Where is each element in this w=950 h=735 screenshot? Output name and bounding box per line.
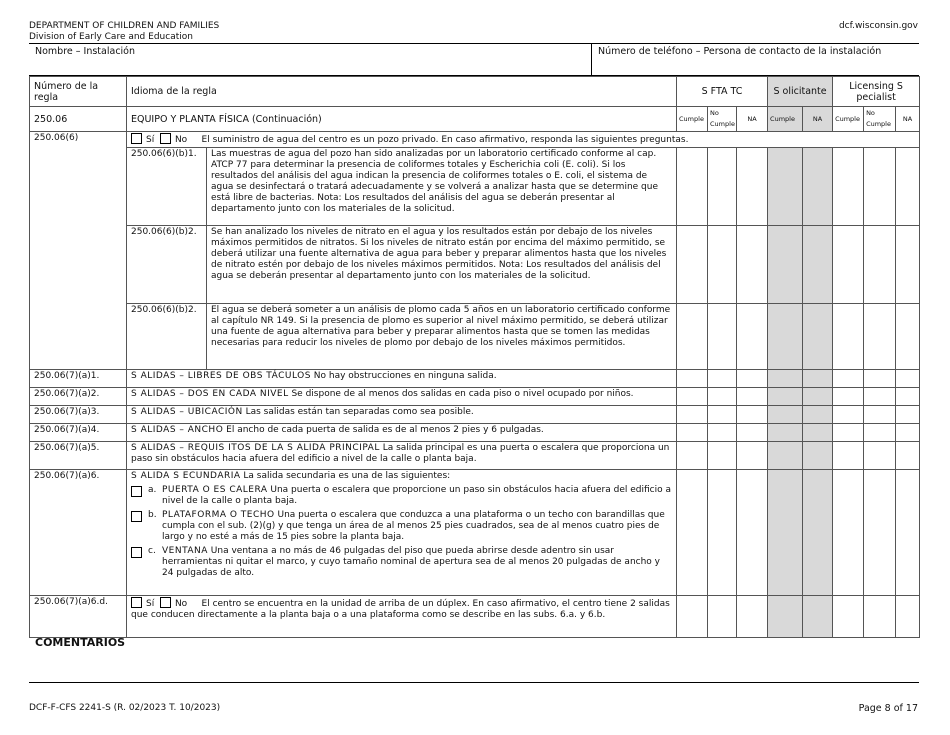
lic-na-cell[interactable] xyxy=(896,226,920,304)
lic-cumple-header: Cumple xyxy=(833,107,864,132)
sfta-na-cell[interactable] xyxy=(737,442,768,470)
rule-description xyxy=(127,388,677,406)
rule-number-header: Número de la regla xyxy=(30,77,127,107)
section-row xyxy=(30,107,920,132)
sol-cumple-cell[interactable] xyxy=(768,226,803,304)
rule-number: 250.06(7)(a)6.d. xyxy=(30,596,127,638)
no-label: No xyxy=(174,599,188,609)
lic-na-cell[interactable] xyxy=(896,370,920,388)
option-text: Una ventana a no más de 46 pulgadas del piso que pueda abrirse desde adentro sin usar herramientas ni quitar el marco, y cuyo tamaño nominal de apertura sea de al menos 20 pulgadas de ancho y 24 pulgadas de alto. xyxy=(162,546,660,578)
no-checkbox[interactable] xyxy=(160,133,171,144)
sol-na-cell[interactable] xyxy=(803,442,833,470)
no-label: No xyxy=(174,135,188,145)
table-row xyxy=(30,442,920,470)
comments-divider xyxy=(29,682,919,683)
lic-cumple-cell[interactable] xyxy=(833,470,864,596)
lic-no-cumple-cell[interactable] xyxy=(864,424,896,442)
sfta-na-cell[interactable] xyxy=(737,148,768,226)
lic-cumple-cell[interactable] xyxy=(833,442,864,470)
header-agency xyxy=(29,21,219,43)
rule-description xyxy=(127,596,677,638)
option-c-checkbox[interactable] xyxy=(131,547,142,558)
rule-description: Se han analizado los niveles de nitrato en el agua y los resultados están por debajo de los niveles máximos permitidos de nitratos. Si los niveles de nitrato están por encima del máximo permitido, se deberá utilizar una fuente alternativa de agua para beber y preparar alimentos hasta que los niveles de nitrato estén por debajo de los niveles máximos permitidos. Nota: Los resultados del análisis del agua se deberán presentar al departamento junto con los materiales de la solicitud. xyxy=(207,226,677,304)
rule-text: No hay obstrucciones en ninguna salida. xyxy=(310,371,497,381)
form-id: DCF-F-CFS 2241-S (R. 02/2023 T. 10/2023) xyxy=(29,703,221,713)
lic-na-cell[interactable] xyxy=(896,388,920,406)
lic-na-cell[interactable] xyxy=(896,596,920,638)
option-text: Una puerta o escalera que proporcione un paso sin obstáculos hacia afuera del edificio a nivel de la calle o planta baja. xyxy=(162,485,671,506)
lic-na-cell[interactable] xyxy=(896,148,920,226)
yes-checkbox[interactable] xyxy=(131,597,142,608)
sfta-na-cell[interactable] xyxy=(737,596,768,638)
sub-rule-number: 250.06(6)(b)2. xyxy=(127,304,207,370)
sol-na-cell[interactable] xyxy=(803,304,833,370)
sfta-no-cumple-cell[interactable] xyxy=(708,442,737,470)
rule-text: Se dispone de al menos dos salidas en cada piso o nivel ocupado por niños. xyxy=(288,389,634,399)
lic-no-cumple-cell[interactable] xyxy=(864,388,896,406)
sfta-no-cumple-header: No Cumple xyxy=(708,107,737,132)
sfta-no-cumple-cell[interactable] xyxy=(708,370,737,388)
lic-cumple-cell[interactable] xyxy=(833,226,864,304)
sol-na-cell[interactable] xyxy=(803,226,833,304)
rule-heading: S ALIDA S ECUNDARIA xyxy=(131,471,241,481)
rule-number: 250.06(6) xyxy=(30,132,127,370)
rule-description xyxy=(127,406,677,424)
table-row xyxy=(30,226,920,304)
rule-text: Las salidas están tan separadas como sea posible. xyxy=(242,407,474,417)
rule-number: 250.06(7)(a)1. xyxy=(30,370,127,388)
sfta-no-cumple-cell[interactable] xyxy=(708,424,737,442)
phone-contact-field[interactable] xyxy=(592,44,919,75)
sol-na-cell[interactable] xyxy=(803,596,833,638)
sfta-cumple-cell[interactable] xyxy=(677,304,708,370)
sfta-no-cumple-cell[interactable] xyxy=(708,596,737,638)
sol-cumple-cell[interactable] xyxy=(768,304,803,370)
rule-heading: S ALIDAS – LIBRES DE OBS TÁCULOS xyxy=(131,371,311,381)
department-name: DEPARTMENT OF CHILDREN AND FAMILIES xyxy=(29,21,220,31)
rule-description xyxy=(127,470,677,596)
comments-label: COMENTARIOS xyxy=(35,636,126,649)
rule-description xyxy=(127,424,677,442)
lic-cumple-cell[interactable] xyxy=(833,596,864,638)
sfta-cumple-header: Cumple xyxy=(677,107,708,132)
option-b-checkbox[interactable] xyxy=(131,511,142,522)
sol-na-cell[interactable] xyxy=(803,470,833,596)
sfta-cumple-cell[interactable] xyxy=(677,406,708,424)
sol-cumple-header: Cumple xyxy=(768,107,803,132)
rule-text: La salida principal es una puerta o escalera que proporciona un paso sin obstáculos hacia afuera del edificio a nivel de la calle o planta baja. xyxy=(131,443,670,464)
rule-description xyxy=(127,442,677,470)
sol-cumple-cell[interactable] xyxy=(768,424,803,442)
sol-cumple-cell[interactable] xyxy=(768,406,803,424)
sfta-no-cumple-cell[interactable] xyxy=(708,406,737,424)
lic-no-cumple-cell[interactable] xyxy=(864,304,896,370)
lic-no-cumple-cell[interactable] xyxy=(864,226,896,304)
lic-no-cumple-cell[interactable] xyxy=(864,406,896,424)
lic-no-cumple-header: No Cumple xyxy=(864,107,896,132)
no-checkbox[interactable] xyxy=(160,597,171,608)
rule-heading: S ALIDAS – DOS EN CADA NIVEL xyxy=(131,389,289,399)
rule-text: La salida secundaria es una de las siguientes: xyxy=(240,471,451,481)
rule-text: El ancho de cada puerta de salida es de al menos 2 pies y 6 pulgadas. xyxy=(223,425,544,435)
option-heading: VENTANA xyxy=(162,546,208,556)
rule-number: 250.06(7)(a)2. xyxy=(30,388,127,406)
solicitante-header: S olicitante xyxy=(768,77,833,107)
lic-cumple-cell[interactable] xyxy=(833,388,864,406)
rule-description: El agua se deberá someter a un análisis de plomo cada 5 años en un laboratorio certificado conforme al capítulo NR 149. Si la presencia de plomo es superior al nivel máximo permitido, se deberá utilizar una fuente de agua alternativa para beber y preparar alimentos hasta que se tomen las medidas necesarias para reducir los niveles de plomo por debajo de los niveles máximos permitidos. xyxy=(207,304,677,370)
rule-heading: S ALIDAS – ANCHO xyxy=(131,425,224,435)
sfta-cumple-cell[interactable] xyxy=(677,442,708,470)
rule-heading: S ALIDAS – REQUIS ITOS DE LA S ALIDA PRINCIPAL xyxy=(131,443,380,453)
sol-cumple-cell[interactable] xyxy=(768,148,803,226)
page-number: Page 8 of 17 xyxy=(858,703,918,714)
facility-info-bar xyxy=(29,43,919,76)
facility-name-label: Nombre – Instalación xyxy=(35,46,136,57)
yes-label: Sí xyxy=(146,135,155,145)
sol-cumple-cell[interactable] xyxy=(768,388,803,406)
sfta-na-cell[interactable] xyxy=(737,370,768,388)
option-letter: c. xyxy=(148,546,156,556)
section-number: 250.06 xyxy=(30,107,127,132)
lic-cumple-cell[interactable] xyxy=(833,424,864,442)
website-link[interactable]: dcf.wisconsin.gov xyxy=(838,21,918,31)
lic-no-cumple-cell[interactable] xyxy=(864,596,896,638)
sfta-no-cumple-cell[interactable] xyxy=(708,470,737,596)
lic-no-cumple-cell[interactable] xyxy=(864,370,896,388)
sol-na-cell[interactable] xyxy=(803,148,833,226)
option-letter: a. xyxy=(148,485,157,495)
sol-cumple-cell[interactable] xyxy=(768,470,803,596)
lic-na-cell[interactable] xyxy=(896,424,920,442)
lic-cumple-cell[interactable] xyxy=(833,370,864,388)
sol-na-header: NA xyxy=(803,107,833,132)
sol-na-cell[interactable] xyxy=(803,424,833,442)
division-name: Division of Early Care and Education xyxy=(29,32,193,42)
lic-no-cumple-cell[interactable] xyxy=(864,148,896,226)
sol-cumple-cell[interactable] xyxy=(768,442,803,470)
yes-label: Sí xyxy=(146,599,155,609)
rule-description xyxy=(127,370,677,388)
rule-language-header: Idioma de la regla xyxy=(127,77,677,107)
sfta-cumple-cell[interactable] xyxy=(677,226,708,304)
option-window xyxy=(131,546,672,579)
sfta-no-cumple-cell[interactable] xyxy=(708,226,737,304)
option-platform-roof xyxy=(131,510,672,543)
checklist-table xyxy=(29,76,920,638)
licensing-specialist-header: Licensing S pecialist xyxy=(833,77,920,107)
lic-na-cell[interactable] xyxy=(896,406,920,424)
sfta-cumple-cell[interactable] xyxy=(677,388,708,406)
sfta-cumple-cell[interactable] xyxy=(677,470,708,596)
option-text: Una puerta o escalera que conduzca a una plataforma o un techo con barandillas que cumpla con el sub. (2)(g) y que tenga un área de al menos 25 pies cuadrados, sea de al menos cuatro pies de largo y no esté a más de 15 pies sobre la planta baja. xyxy=(162,510,665,542)
sfta-na-header: NA xyxy=(737,107,768,132)
sfta-cumple-cell[interactable] xyxy=(677,596,708,638)
table-row xyxy=(30,596,920,638)
option-a-checkbox[interactable] xyxy=(131,486,142,497)
sol-na-cell[interactable] xyxy=(803,370,833,388)
table-row xyxy=(30,148,920,226)
sfta-na-cell[interactable] xyxy=(737,304,768,370)
table-row xyxy=(30,388,920,406)
table-row xyxy=(30,470,920,596)
sfta-no-cumple-cell[interactable] xyxy=(708,388,737,406)
section-title: EQUIPO Y PLANTA FÍSICA (Continuación) xyxy=(127,107,677,132)
rule-text xyxy=(127,132,920,148)
sfta-cumple-cell[interactable] xyxy=(677,370,708,388)
phone-contact-label: Número de teléfono – Persona de contacto de la instalación xyxy=(598,46,882,57)
option-heading: PLATAFORMA O TECHO xyxy=(162,510,275,520)
lic-na-cell[interactable] xyxy=(896,442,920,470)
sol-na-cell[interactable] xyxy=(803,406,833,424)
lic-na-header: NA xyxy=(896,107,920,132)
sfta-na-cell[interactable] xyxy=(737,470,768,596)
sfta-na-cell[interactable] xyxy=(737,226,768,304)
rule-description: El suministro de agua del centro es un pozo privado. En caso afirmativo, responda las siguientes preguntas. xyxy=(201,135,689,145)
sub-rule-number: 250.06(6)(b)2. xyxy=(127,226,207,304)
yes-checkbox[interactable] xyxy=(131,133,142,144)
sfta-tc-header: S FTA TC xyxy=(677,77,768,107)
rule-number: 250.06(7)(a)4. xyxy=(30,424,127,442)
rule-number: 250.06(7)(a)6. xyxy=(30,470,127,596)
sol-cumple-cell[interactable] xyxy=(768,370,803,388)
table-row xyxy=(30,424,920,442)
sub-rule-number: 250.06(6)(b)1. xyxy=(127,148,207,226)
sfta-cumple-cell[interactable] xyxy=(677,148,708,226)
sfta-na-cell[interactable] xyxy=(737,406,768,424)
lic-no-cumple-cell[interactable] xyxy=(864,442,896,470)
table-row xyxy=(30,132,920,148)
option-letter: b. xyxy=(148,510,157,520)
table-row xyxy=(30,406,920,424)
lic-na-cell[interactable] xyxy=(896,470,920,596)
lic-cumple-cell[interactable] xyxy=(833,304,864,370)
option-heading: PUERTA O ES CALERA xyxy=(162,485,268,495)
lic-cumple-cell[interactable] xyxy=(833,406,864,424)
rule-text: El centro se encuentra en la unidad de arriba de un dúplex. En caso afirmativo, el centro tiene 2 salidas que conducen directamente a la planta baja o a una plataforma como se describe en las subs. 6.a. y 6.b. xyxy=(131,599,670,620)
sfta-na-cell[interactable] xyxy=(737,424,768,442)
rule-number: 250.06(7)(a)3. xyxy=(30,406,127,424)
sfta-no-cumple-cell[interactable] xyxy=(708,148,737,226)
option-door-stair xyxy=(131,485,672,507)
sfta-cumple-cell[interactable] xyxy=(677,424,708,442)
table-row xyxy=(30,304,920,370)
table-header-row xyxy=(30,77,920,107)
rule-number: 250.06(7)(a)5. xyxy=(30,442,127,470)
lic-na-cell[interactable] xyxy=(896,304,920,370)
sfta-na-cell[interactable] xyxy=(737,388,768,406)
sol-cumple-cell[interactable] xyxy=(768,596,803,638)
lic-no-cumple-cell[interactable] xyxy=(864,470,896,596)
sfta-no-cumple-cell[interactable] xyxy=(708,304,737,370)
facility-name-field[interactable] xyxy=(29,44,592,75)
sol-na-cell[interactable] xyxy=(803,388,833,406)
table-row xyxy=(30,370,920,388)
rule-description: Las muestras de agua del pozo han sido analizadas por un laboratorio certificado conforme al cap. ATCP 77 para determinar la presencia de coliformes totales y Escherichia coli (E. coli). Si los resultados del análisis del agua indican la presencia de coliformes totales o E. coli, el sistema de agua se desinfectará o tratará adecuadamente y se volverá a analizar hasta que se determine que está libre de bacterias. Nota: Los resultados del análisis del agua se deberán presentar al departamento junto con los materiales de la solicitud. xyxy=(207,148,677,226)
rule-heading: S ALIDAS – UBICACIÓN xyxy=(131,407,243,417)
lic-cumple-cell[interactable] xyxy=(833,148,864,226)
